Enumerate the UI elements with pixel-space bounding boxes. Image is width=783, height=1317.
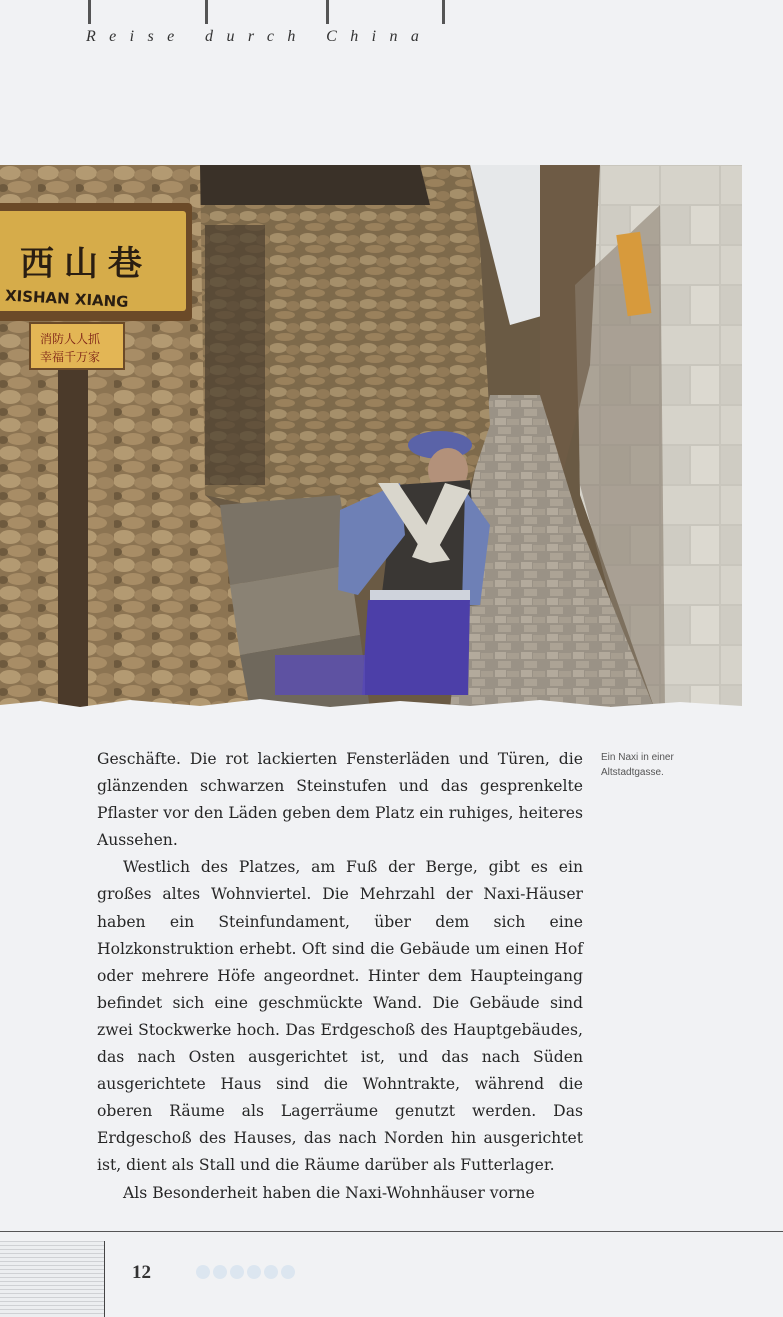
sign-small-line2: 幸福千万家 — [40, 350, 101, 364]
sign-main-text: 西山巷 — [20, 244, 152, 284]
footer-stripes — [0, 1241, 105, 1317]
alley-photo — [0, 165, 742, 710]
body-text — [97, 746, 583, 1207]
page-number: 12 — [132, 1262, 151, 1283]
sign-small-line1: 消防人人抓 — [40, 332, 101, 346]
header-rules — [88, 0, 448, 24]
paragraph-2: Westlich des Platzes, am Fuß der Berge, gibt es ein großes altes Wohnviertel. Die Mehrzahl der Naxi-Häuser haben ein Steinfundament, über dem sich eine Holzkonstruktion erhebt. Oft sind die Gebäude um einen Hof oder mehrere Höfe angeordnet. Hinter dem Haupteingang befindet sich eine geschmückte Wand. Die Gebäude sind zwei Stockwerke hoch. Das Erdgeschoß des Hauptgebäudes, das nach Osten ausgerichtet ist, und das nach Süden ausgerichtete Haus sind die Wohntrakte, während die oberen Räume als Lagerräume genutzt werden. Das Erdgeschoß des Hauses, das nach Norden hin ausgerichtet ist, dient als Stall und die Räume darüber als Futterlager. — [97, 858, 583, 1175]
photo-caption: Ein Naxi in einer Altstadtgasse. — [601, 752, 674, 778]
running-head: Reise durch China — [86, 28, 433, 45]
sign-pinyin-text: XISHAN XIANG — [4, 286, 129, 312]
paragraph-1: Geschäfte. Die rot lackierten Fensterläden und Türen, die glänzenden schwarzen Steinstufen und das gesprenkelte Pflaster vor den Läden geben dem Platz ein ruhiges, heiteres Aussehen. — [97, 750, 583, 850]
footer-dots — [196, 1264, 298, 1283]
footer-rule — [0, 1231, 783, 1232]
paragraph-3: Als Besonderheit haben die Naxi-Wohnhäuser vorne — [123, 1183, 535, 1202]
